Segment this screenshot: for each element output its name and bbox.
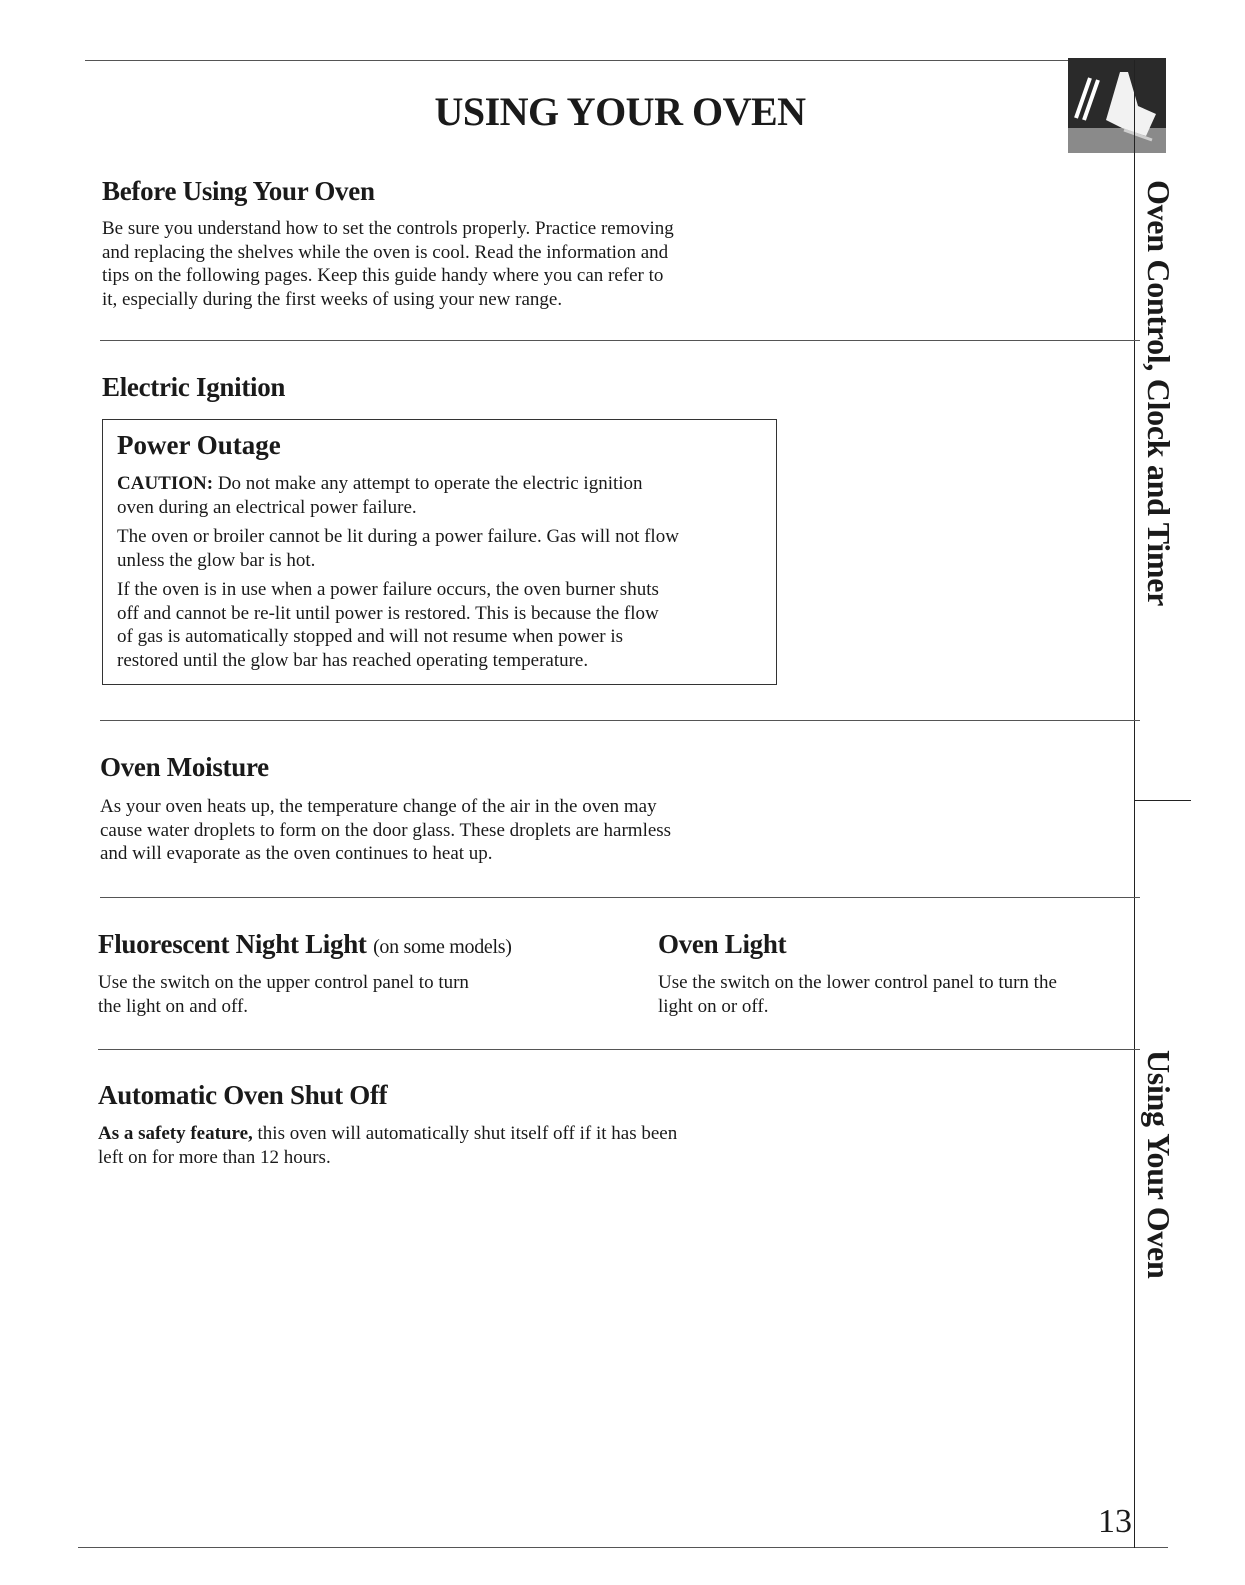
side-tab-oven-control[interactable] xyxy=(1134,60,1191,801)
divider-2 xyxy=(100,720,1140,721)
oven-moisture-heading: Oven Moisture xyxy=(100,752,269,782)
burner-shutoff-paragraph: If the oven is in use when a power failure occurs, the oven burner shuts off and cannot be re-lit until power is restored. This is because the flow of gas is automatically stopped and will not resume when power is restored until the glow bar has reached operating temperature. xyxy=(117,579,659,671)
divider-3 xyxy=(100,897,1140,898)
oven-moisture-text: As your oven heats up, the temperature change of the air in the oven may cause water droplets to form on the door glass. These droplets are harmless and will evaporate as the oven continues to heat up. xyxy=(100,796,672,864)
auto-shutoff-text: As a safety feature, this oven will automatically shut itself off if it has been left on for more than 12 hours. xyxy=(98,1123,678,1168)
divider-4 xyxy=(98,1049,1140,1050)
page-number: 13 xyxy=(1098,1503,1132,1540)
electric-ignition-heading: Electric Ignition xyxy=(102,372,286,402)
night-light-heading: Fluorescent Night Light (on some models) xyxy=(98,929,512,959)
caution-label: CAUTION: xyxy=(117,473,214,494)
power-outage-box xyxy=(102,419,777,685)
side-tab-oven-control-label: Oven Control, Clock and Timer xyxy=(1141,180,1177,607)
power-failure-paragraph: The oven or broiler cannot be lit during a power failure. Gas will not flow unless the glow bar is hot. xyxy=(117,526,679,571)
side-tab-using-oven[interactable] xyxy=(1134,800,1191,1548)
page-title: USING YOUR OVEN xyxy=(434,89,806,134)
night-light-text: Use the switch on the upper control panel to turn the light on and off. xyxy=(98,972,469,1017)
night-light-note: (on some models) xyxy=(373,936,512,958)
before-using-heading: Before Using Your Oven xyxy=(102,176,375,206)
oven-light-text: Use the switch on the lower control panel to turn the light on or off. xyxy=(658,972,1057,1017)
top-rule xyxy=(85,60,1070,61)
before-using-text: Be sure you understand how to set the controls properly. Practice removing and replacing the shelves while the oven is cool. Read the information and tips on the following pages. Keep this guide handy where you can refer to it, especially during the first weeks of using your new range. xyxy=(102,218,674,310)
auto-shutoff-heading: Automatic Oven Shut Off xyxy=(98,1080,388,1110)
auto-shutoff-lead: As a safety feature, xyxy=(98,1123,253,1144)
side-tab-using-oven-label: Using Your Oven xyxy=(1141,1050,1177,1279)
divider-1 xyxy=(100,340,1140,341)
oven-light-heading: Oven Light xyxy=(658,929,787,959)
caution-paragraph: CAUTION: Do not make any attempt to operate the electric ignition oven during an electrical power failure. xyxy=(117,473,643,518)
power-outage-heading: Power Outage xyxy=(117,430,281,460)
bottom-rule xyxy=(78,1547,1168,1548)
